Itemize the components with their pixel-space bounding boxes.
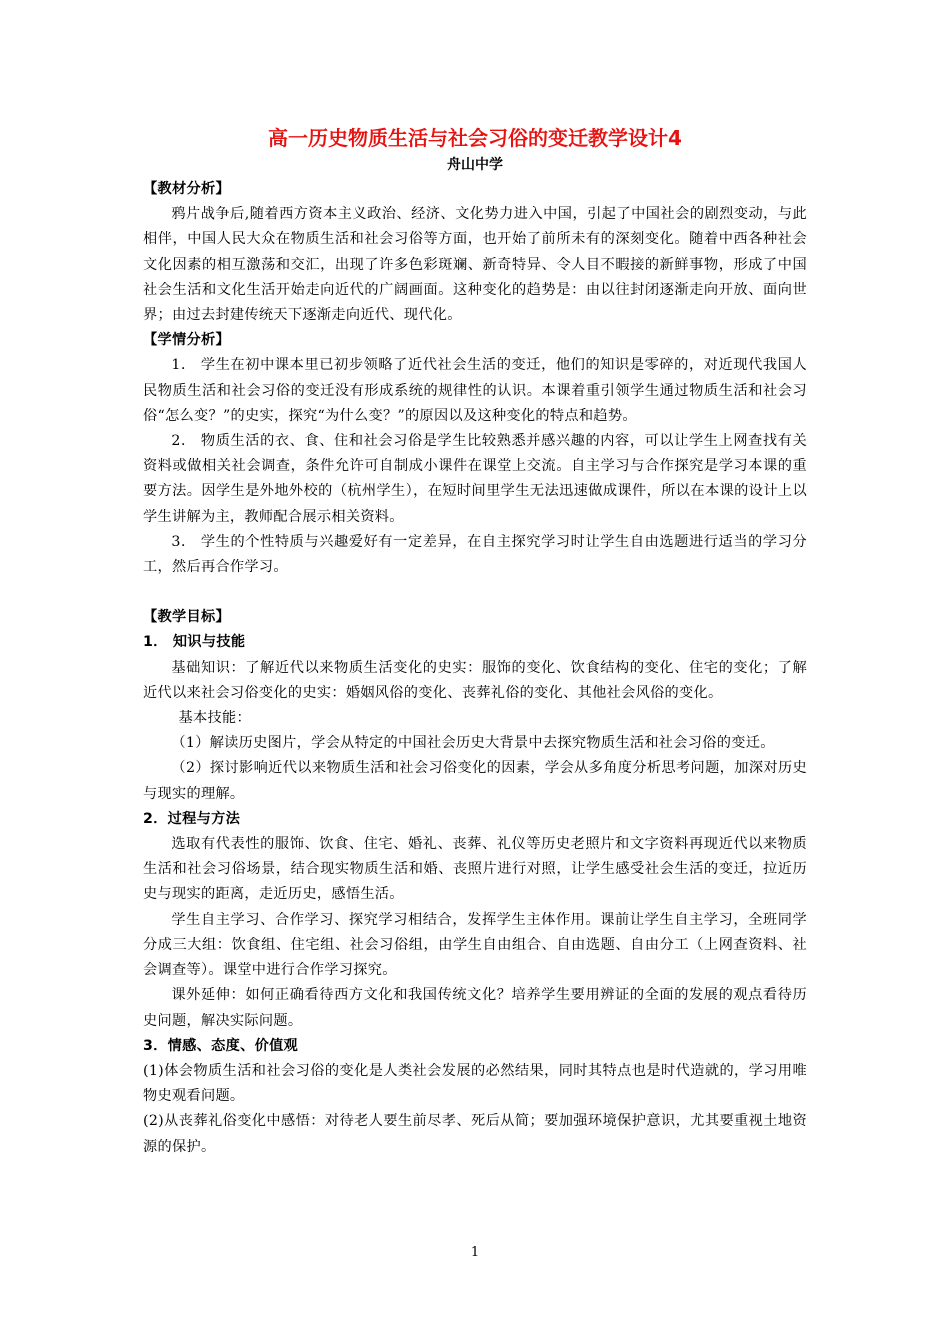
section-heading-students: 【学情分析】 xyxy=(143,332,230,349)
paragraph: 1． 学生在初中课本里已初步领略了近代社会生活的变迁，他们的知识是零碎的，对近现代我国人民物质生活和社会习俗的变迁没有形成系统的规律性的认识。本课着重引领学生通过物质生活和社会习俗“怎么变？”的史实，探究“为什么变？”的原因以及这种变化的特点和趋势。 xyxy=(143,357,807,424)
paragraph: (1)体会物质生活和社会习俗的变化是人类社会发展的必然结果，同时其特点也是时代造就的，学习用唯物史观看问题。 xyxy=(143,1062,807,1105)
paragraph: （2）探讨影响近代以来物质生活和社会习俗变化的因素，学会从多角度分析思考问题，加深对历史与现实的理解。 xyxy=(143,760,807,802)
page-number: 1 xyxy=(470,1245,480,1260)
paragraph: 学生自主学习、合作学习、探究学习相结合，发挥学生主体作用。课前让学生自主学习，全班同学分成三大组：饮食组、住宅组、社会习俗组，由学生自由组合、自由选题、自由分工（上网查资料、社会调查等）。课堂中进行合作学习探究。 xyxy=(143,911,807,979)
subheading-values: 3．情感、态度、价值观 xyxy=(143,1037,299,1054)
section-heading-goals: 【教学目标】 xyxy=(143,609,230,626)
school-name: 舟山中学 xyxy=(447,157,503,173)
paragraph: 2． 物质生活的衣、食、住和社会习俗是学生比较熟悉并感兴趣的内容，可以让学生上网查找有关资料或做相关社会调查，条件允许可自制成小课件在课堂上交流。自主学习与合作探究是学习本课的重要方法。因学生是外地外校的（杭州学生），在短时间里学生无法迅速做成课件，所以在本课的设计上以学生讲解为主，教师配合展示相关资料。 xyxy=(143,433,807,525)
paragraph: 课外延伸：如何正确看待西方文化和我国传统文化？培养学生要用辨证的全面的发展的观点看待历史问题，解决实际问题。 xyxy=(143,987,807,1029)
paragraph: 鸦片战争后,随着西方资本主义政治、经济、文化势力进入中国，引起了中国社会的剧烈变动，与此相伴，中国人民大众在物质生活和社会习俗等方面，也开始了前所未有的深刻变化。随着中西各种社会文化因素的相互激荡和交汇，出现了许多色彩斑斓、新奇特异、令人目不暇接的新鲜事物，形成了中国社会生活和文化生活开始走向近代的广阔画面。这种变化的趋势是：由以往封闭逐渐走向开放、面向世界；由过去封建传统天下逐渐走向近代、现代化。 xyxy=(143,206,807,324)
document-body xyxy=(143,177,807,1160)
section-heading-analysis: 【教材分析】 xyxy=(143,181,230,197)
subheading-knowledge: 1． 知识与技能 xyxy=(143,634,246,651)
document-title: 高一历史物质生活与社会习俗的变迁教学设计4 xyxy=(268,126,682,150)
spacer xyxy=(143,580,807,605)
paragraph: 3． 学生的个性特质与兴趣爱好有一定差异，在自主探究学习时让学生自由选题进行适当的学习分工，然后再合作学习。 xyxy=(143,533,807,576)
paragraph: 选取有代表性的服饰、饮食、住宅、婚礼、丧葬、礼仪等历史老照片和文字资料再现近代以来物质生活和社会习俗场景，结合现实物质生活和婚、丧照片进行对照，让学生感受社会生活的变迁，拉近历史与现实的距离，走近历史，感悟生活。 xyxy=(143,836,807,903)
subheading-process: 2．过程与方法 xyxy=(143,810,241,827)
paragraph: （1）解读历史图片，学会从特定的中国社会历史大背景中去探究物质生活和社会习俗的变迁。 xyxy=(171,735,775,752)
paragraph: 基本技能： xyxy=(178,710,251,727)
paragraph: (2)从丧葬礼俗变化中感悟：对待老人要生前尽孝、死后从简；要加强环境保护意识，尤其要重视土地资源的保护。 xyxy=(143,1113,807,1155)
paragraph: 基础知识：了解近代以来物质生活变化的史实：服饰的变化、饮食结构的变化、住宅的变化；了解近代以来社会习俗变化的史实：婚姻风俗的变化、丧葬礼俗的变化、其他社会风俗的变化。 xyxy=(143,659,807,701)
